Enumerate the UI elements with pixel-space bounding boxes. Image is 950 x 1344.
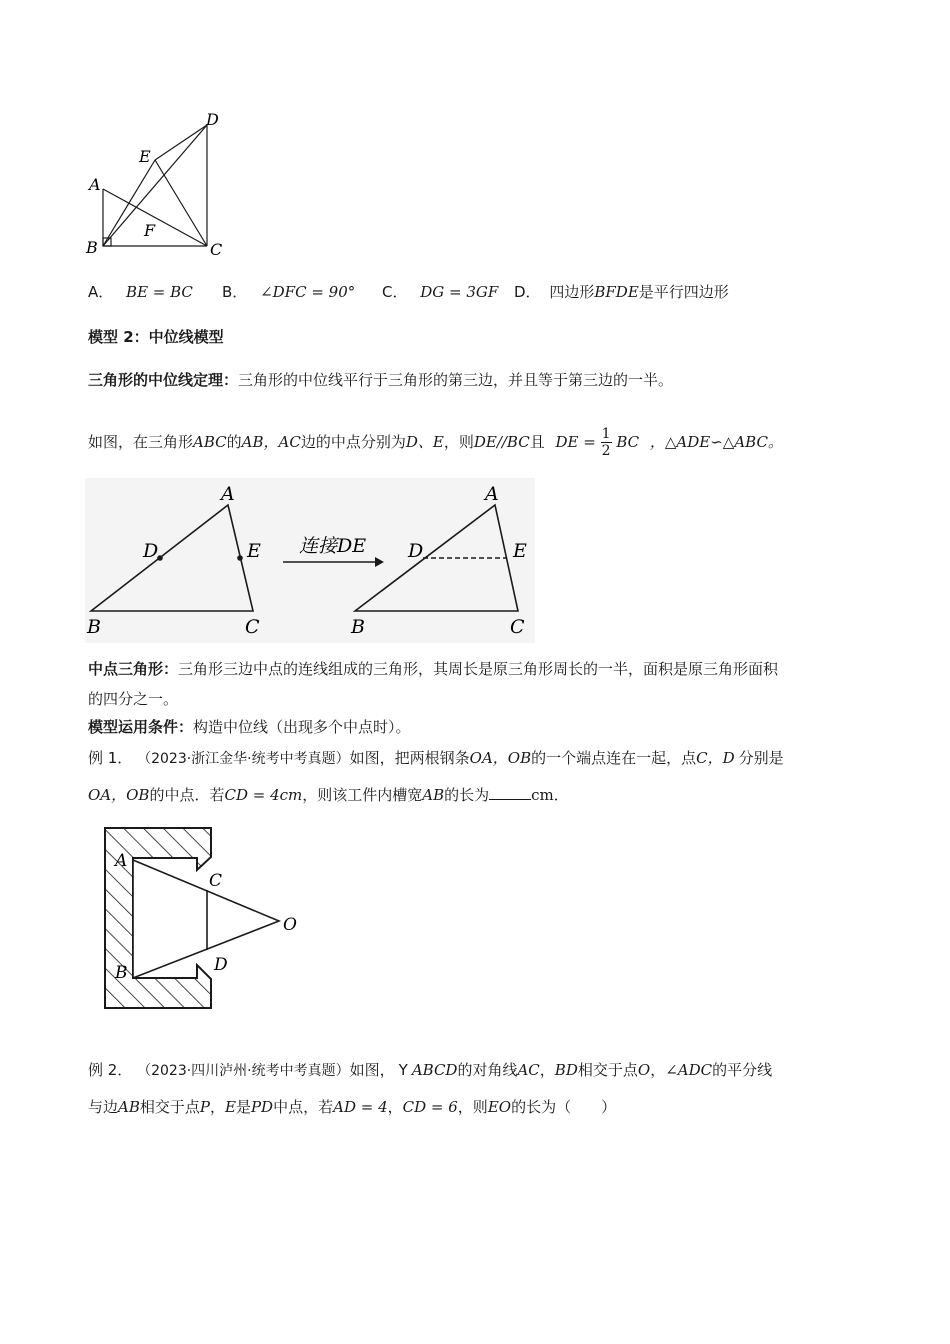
option-d-key: D． bbox=[514, 283, 541, 301]
theorem-text: 三角形的中位线平行于三角形的第三边，并且等于第三边的一半。 bbox=[238, 371, 674, 389]
midpoint-triangle-label: 中点三角形： bbox=[88, 660, 179, 678]
example1-line-2 bbox=[88, 784, 569, 806]
fraction-denominator: 2 bbox=[601, 443, 611, 459]
example2-text-1: 如图， bbox=[349, 1061, 395, 1079]
fig3-label-a: A bbox=[115, 851, 128, 871]
example1-c-d: C，D bbox=[696, 749, 735, 767]
example2-source: （2023·四川泸州·统考中考真题） bbox=[137, 1063, 350, 1079]
example2-line-1 bbox=[88, 1059, 772, 1082]
example2-text-8: 相交于点 bbox=[139, 1098, 200, 1116]
example1-unit: cm bbox=[531, 786, 554, 804]
example2-eo: EO bbox=[487, 1098, 512, 1116]
midline-formula bbox=[556, 426, 640, 459]
fig2-right-label-a: A bbox=[485, 483, 499, 505]
fig1-label-b: B bbox=[86, 238, 98, 257]
example1-text-4: 的中点．若 bbox=[149, 786, 225, 804]
example2-pd: PD bbox=[250, 1098, 274, 1116]
midpoint-triangle-line-2: 的四分之一。 bbox=[88, 690, 179, 708]
model2-title: 模型 2：中位线模型 bbox=[88, 328, 224, 346]
conditions-line bbox=[88, 716, 411, 738]
conditions-label: 模型运用条件： bbox=[88, 718, 194, 736]
option-d-text-post: 是平行四边形 bbox=[638, 283, 729, 301]
option-d-text-pre: 四边形 bbox=[549, 283, 595, 301]
example2-text-7: 与边 bbox=[88, 1098, 119, 1116]
fig1-label-a: A bbox=[89, 175, 101, 194]
similar-statement: ，△ADE∽△ABC。 bbox=[649, 433, 783, 451]
option-b-text: ∠DFC = 90° bbox=[260, 283, 356, 301]
example1-answer-blank[interactable] bbox=[489, 785, 531, 800]
example-de-parallel-bc: DE//BC bbox=[473, 433, 530, 451]
example1-text-2: 的一个端点连在一起，点 bbox=[531, 749, 697, 767]
option-a-text: BE = BC bbox=[126, 283, 193, 301]
example2-bd: BD bbox=[554, 1061, 578, 1079]
formula-right: BC bbox=[616, 433, 640, 451]
fig2-left-label-d: D bbox=[143, 540, 159, 562]
example-text-4: ，则 bbox=[443, 433, 474, 451]
example1-oa-ob: OA，OB bbox=[469, 749, 532, 767]
fraction-numerator: 1 bbox=[601, 426, 611, 442]
example2-text-3: ， bbox=[539, 1061, 555, 1079]
option-b[interactable] bbox=[222, 281, 355, 302]
example-text-5: 且 bbox=[529, 433, 545, 451]
example-ab-ac: AB，AC bbox=[241, 433, 301, 451]
fig2-right-label-e: E bbox=[513, 540, 527, 562]
example2-text-14: 的长为（ ） bbox=[511, 1098, 617, 1116]
example2-text-9: ， bbox=[209, 1098, 225, 1116]
example1-text-1: 如图，把两根钢条 bbox=[349, 749, 470, 767]
figure-1-geometry bbox=[80, 105, 240, 265]
conditions-text: 构造中位线（出现多个中点时）。 bbox=[193, 718, 411, 736]
example2-text-13: ，则 bbox=[457, 1098, 488, 1116]
fig3-label-c: C bbox=[209, 871, 223, 891]
theorem-line bbox=[88, 369, 673, 391]
example1-text-5: ，则该工件内槽宽 bbox=[302, 786, 423, 804]
example1-prefix: 例 1． bbox=[88, 749, 133, 767]
example2-text-10: 是 bbox=[235, 1098, 251, 1116]
fig3-label-d: D bbox=[214, 955, 228, 975]
example1-text-3: 分别是 bbox=[738, 749, 784, 767]
option-c-text: DG = 3GF bbox=[420, 283, 499, 301]
example-text-1: 如图，在三角形 bbox=[88, 433, 194, 451]
fig1-label-e: E bbox=[139, 147, 151, 166]
example2-o: O bbox=[637, 1061, 651, 1079]
fig2-arrow-text: 连接DE bbox=[299, 535, 367, 557]
fig2-left-label-e: E bbox=[247, 540, 261, 562]
fig2-left-label-c: C bbox=[245, 616, 260, 638]
fig1-label-f: F bbox=[144, 221, 156, 240]
fig1-label-c: C bbox=[210, 240, 223, 259]
example2-ab: AB bbox=[118, 1098, 140, 1116]
example1-end: ． bbox=[553, 786, 569, 804]
option-c-key: C． bbox=[382, 283, 408, 301]
figure-3-workpiece bbox=[95, 820, 315, 1020]
fig3-label-b: B bbox=[115, 963, 128, 983]
example2-angle: ∠ADC bbox=[665, 1061, 713, 1079]
example1-line-1 bbox=[88, 747, 784, 770]
example-text-2: 的 bbox=[226, 433, 242, 451]
example1-cd-equation: CD = 4cm bbox=[224, 786, 303, 804]
example2-text-11: 中点，若 bbox=[273, 1098, 334, 1116]
example2-ad-equation: AD = 4 bbox=[333, 1098, 388, 1116]
example-abc: ABC bbox=[193, 433, 227, 451]
example2-p: P bbox=[199, 1098, 210, 1116]
example2-text-5: ， bbox=[650, 1061, 666, 1079]
fig2-left-label-b: B bbox=[87, 616, 101, 638]
example2-e: E bbox=[225, 1098, 236, 1116]
example2-abcd: ABCD bbox=[411, 1061, 458, 1079]
example1-source: （2023·浙江金华·统考中考真题） bbox=[137, 751, 350, 767]
formula-left: DE = bbox=[555, 433, 596, 451]
fig3-label-o: O bbox=[283, 915, 297, 935]
option-d[interactable] bbox=[514, 281, 729, 302]
parallelogram-icon: Y bbox=[398, 1061, 408, 1079]
example-d-e: D、E bbox=[405, 433, 444, 451]
theorem-label: 三角形的中位线定理： bbox=[88, 371, 239, 389]
example2-ac: AC bbox=[517, 1061, 540, 1079]
option-a[interactable] bbox=[88, 281, 193, 302]
example-text-3: 边的中点分别为 bbox=[300, 433, 406, 451]
fig2-left-label-a: A bbox=[221, 483, 235, 505]
example2-text-6: 的平分线 bbox=[712, 1061, 773, 1079]
example2-cd-equation: CD = 6 bbox=[402, 1098, 458, 1116]
option-c[interactable] bbox=[382, 281, 498, 302]
midpoint-triangle-line-1 bbox=[88, 658, 778, 680]
example1-ab: AB bbox=[422, 786, 445, 804]
model2-example-line bbox=[88, 420, 783, 464]
option-d-text-math: BFDE bbox=[594, 283, 639, 301]
example2-prefix: 例 2． bbox=[88, 1061, 133, 1079]
example2-text-2: 的对角线 bbox=[457, 1061, 518, 1079]
fig2-right-label-c: C bbox=[510, 616, 525, 638]
option-b-key: B． bbox=[222, 283, 248, 301]
fig1-label-d: D bbox=[206, 110, 219, 129]
example2-text-12: ， bbox=[387, 1098, 403, 1116]
example2-text-4: 相交于点 bbox=[577, 1061, 638, 1079]
example1-oa-ob-2: OA，OB bbox=[88, 786, 150, 804]
fig2-right-label-d: D bbox=[408, 540, 424, 562]
figure-2-midline-diagram bbox=[85, 478, 535, 643]
midpoint-triangle-text-1: 三角形三边中点的连线组成的三角形，其周长是原三角形周长的一半，面积是原三角形面积 bbox=[178, 660, 779, 678]
example1-text-6: 的长为 bbox=[444, 786, 490, 804]
example2-line-2 bbox=[88, 1096, 616, 1118]
fig2-right-label-b: B bbox=[351, 616, 365, 638]
formula-fraction bbox=[601, 426, 612, 459]
option-a-key: A． bbox=[88, 283, 114, 301]
